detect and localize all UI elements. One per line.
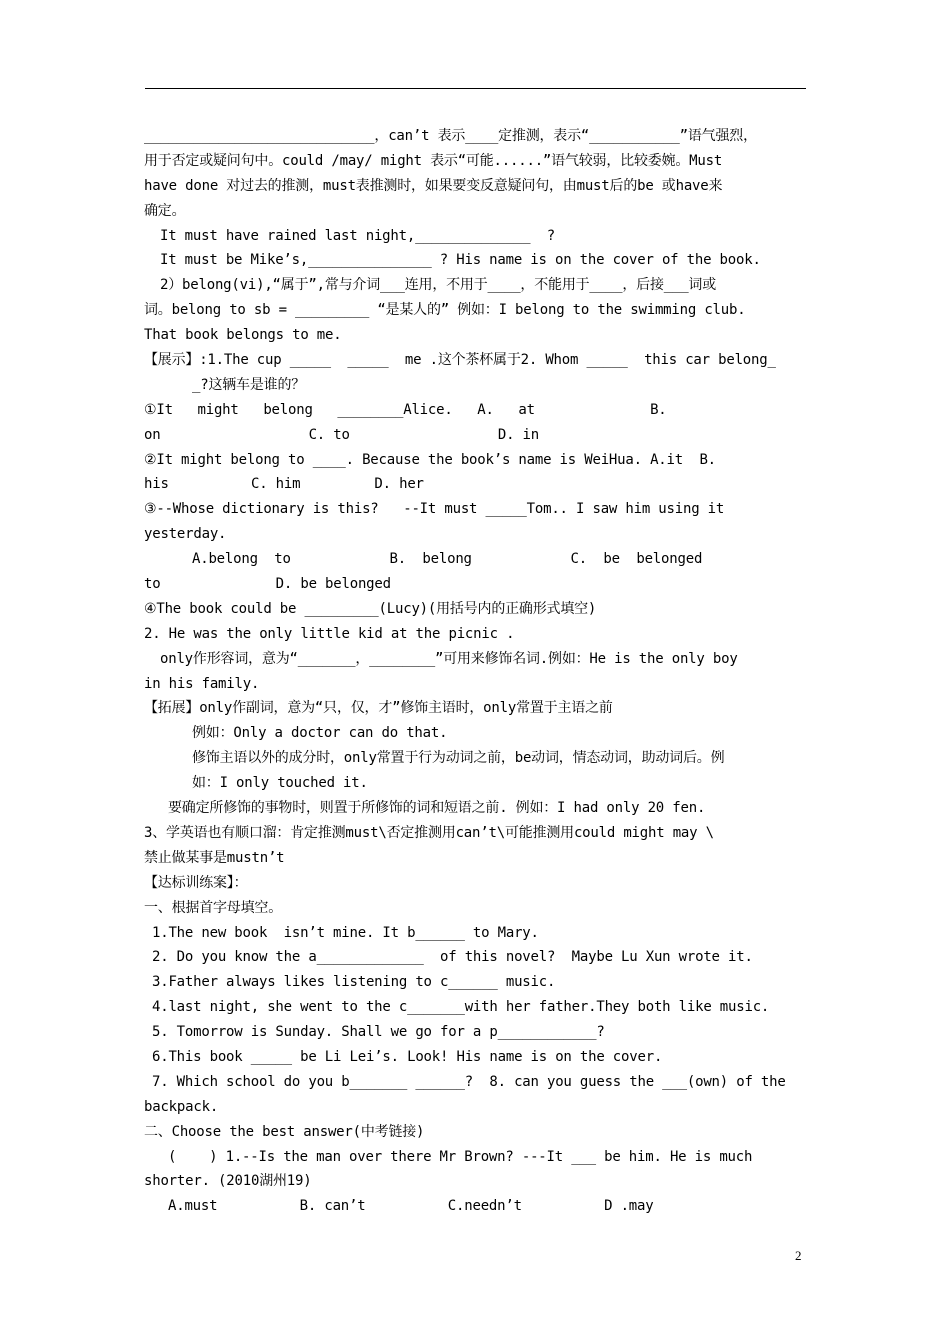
text-line: yesterday. <box>144 526 227 543</box>
question-3: ③--Whose dictionary is this? --It must _____Tom.. I saw him using it <box>144 501 725 518</box>
document-body <box>144 124 808 1219</box>
question-1-options: on C. to D. in <box>144 426 539 443</box>
text-line: 例如：Only a doctor can do that. <box>192 725 448 742</box>
exercise-options: A.must B. can’t C.needn’t D .may <box>168 1198 654 1215</box>
text-line: shorter. (2010湖州19) <box>144 1173 312 1190</box>
question-4: ④The book could be _________(Lucy)(用括号内的正确形式填空) <box>144 600 597 617</box>
text-line: ____________________________，can’t 表示____定推测，表示“___________”语气强烈， <box>144 128 757 144</box>
text-line: It must have rained last night,______________ ? <box>160 227 555 244</box>
exercise-heading-1: 一、根据首字母填空。 <box>144 899 282 916</box>
text-line: 2）belong(vi),“属于”,常与介词___连用，不用于____，不能用于____，后接___词或 <box>160 277 717 294</box>
text-line: It must be Mike’s,_______________ ? His name is on the cover of the book. <box>160 252 761 269</box>
question-3-options: to D. be belonged <box>144 576 391 593</box>
exercise-item: 5. Tomorrow is Sunday. Shall we go for a p____________? <box>152 1024 605 1041</box>
exercise-item: 6.This book _____ be Li Lei’s. Look! His name is on the cover. <box>152 1048 663 1065</box>
exercise-item: 2. Do you know the a_____________ of this novel? Maybe Lu Xun wrote it. <box>152 949 753 966</box>
text-line: 修饰主语以外的成分时，only常置于行为动词之前，be动词，情态动词，助动词后。例 <box>192 750 725 767</box>
section-heading-show: 【展示】:1.The cup _____ _____ me .这个茶杯属于2. Whom _____ this car belong_ <box>144 352 776 369</box>
exercise-item: 3.Father always likes listening to c______ music. <box>152 974 556 991</box>
text-line: _?这辆车是谁的？ <box>192 376 306 393</box>
page-number: 2 <box>795 1248 802 1263</box>
question-1: ①It might belong ________Alice. A. at B. <box>144 401 667 418</box>
section-heading-practice: 【达标训练案】： <box>144 874 248 891</box>
exercise-heading-2: 二、Choose the best answer(中考链接) <box>144 1123 425 1140</box>
question-2-options: his C. him D. her <box>144 476 424 493</box>
text-line: backpack. <box>144 1098 219 1115</box>
text-line: 如：I only touched it. <box>192 775 368 792</box>
text-line: 用于否定或疑问句中。could /may/ might 表示“可能......”语气较弱，比较委婉。Must <box>144 152 723 169</box>
exercise-item: 1.The new book isn’t mine. It b______ to Mary. <box>152 924 539 941</box>
header-rule <box>145 88 806 89</box>
text-line: 2. He was the only little kid at the picnic . <box>144 625 515 642</box>
section-heading-extend: 【拓展】only作副词，意为“只，仅，才”修饰主语时，only常置于主语之前 <box>144 700 613 717</box>
text-line: 词。belong to sb = _________ “是某人的” 例如：I belong to the swimming club. <box>144 302 746 319</box>
text-line: 要确定所修饰的事物时，则置于所修饰的词和短语之前. 例如：I had only 20 fen. <box>168 800 706 817</box>
text-line: in his family. <box>144 675 260 692</box>
question-3-options: A.belong to B. belong C. be belonged <box>192 551 703 568</box>
exercise-item: 4.last night, she went to the c_______with her father.They both like music. <box>152 999 770 1016</box>
exercise-item: 7. Which school do you b_______ ______? 8. can you guess the ___(own) of the <box>152 1073 786 1090</box>
text-line: 3、学英语也有顺口溜：肯定推测must\否定推测用can’t\可能推测用could might may \ <box>144 824 714 841</box>
exercise-item: ( ) 1.--Is the man over there Mr Brown? ---It ___ be him. He is much <box>168 1148 753 1165</box>
text-line: That book belongs to me. <box>144 327 342 344</box>
text-line: 禁止做某事是mustn’t <box>144 849 285 866</box>
text-line: have done 对过去的推测，must表推测时，如果要变反意疑问句，由must后的be 或have来 <box>144 177 723 194</box>
text-line: only作形容词，意为“_______，________”可用来修饰名词.例如：He is the only boy <box>160 650 738 667</box>
question-2: ②It might belong to ____. Because the book’s name is WeiHua. A.it B. <box>144 451 716 468</box>
text-line: 确定。 <box>144 202 186 219</box>
